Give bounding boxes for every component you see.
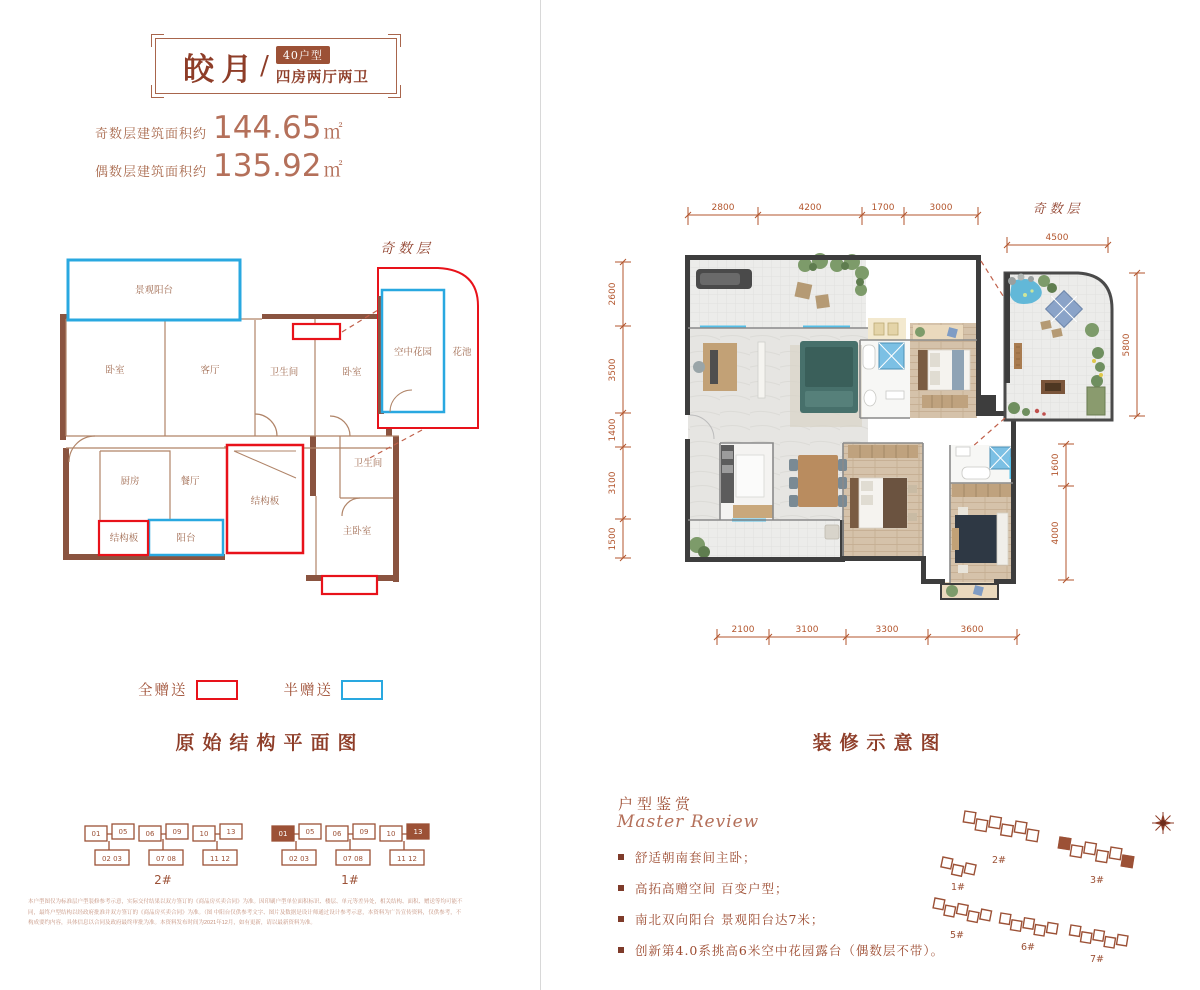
site-building-label: 3# (1089, 875, 1105, 886)
legend-half-gift (284, 679, 384, 700)
original-structure-floorplan (30, 248, 490, 638)
room-label-flower-pool: 花池 (452, 347, 472, 358)
room-label-dining: 餐厅 (180, 476, 200, 487)
legend-blue-swatch (341, 680, 383, 700)
dim-left: 3100 (608, 471, 618, 495)
room-label-master: 主卧室 (342, 526, 372, 537)
unit-number: 06 (332, 830, 342, 838)
area-row-odd (95, 110, 515, 150)
area-value: 144.65 (213, 110, 322, 146)
dim-left: 3500 (608, 358, 618, 382)
room-label-balcony: 阳台 (176, 533, 196, 544)
site-plan (925, 795, 1195, 980)
dim-left: 2600 (608, 282, 618, 306)
dim-top: 1700 (871, 203, 895, 213)
unit-number: 02 03 (101, 855, 123, 863)
area-unit: ㎡ (323, 159, 343, 181)
unit-number: 10 (386, 830, 396, 838)
room-label-slab-small: 结构板 (109, 533, 139, 544)
legend-full-gift (138, 679, 238, 700)
review-title: 户型鉴赏 (618, 795, 695, 813)
odd-floor-label-right: 奇数层 (1032, 202, 1084, 217)
unit-number: 13 (226, 828, 236, 836)
room-label-view-balcony: 景观阳台 (134, 285, 174, 296)
unit-number: 01 (91, 830, 101, 838)
dim-bottom: 3100 (795, 625, 819, 635)
room-label-bedroom1: 卧室 (105, 365, 125, 376)
unit-number: 05 (305, 828, 315, 836)
bullet-text: 创新第4.0系挑高6米空中花园露台（偶数层不带）。 (635, 943, 945, 958)
unit-number: 09 (172, 828, 182, 836)
bullet-square-icon (618, 916, 624, 922)
room-label-slab-big: 结构板 (250, 496, 280, 507)
site-building-label: 1# (950, 882, 966, 893)
center-divider (540, 0, 541, 990)
frame-corner-icon (151, 85, 164, 98)
area-row-even (95, 148, 515, 188)
area-value: 135.92 (213, 148, 322, 184)
disclaimer-text (28, 897, 466, 929)
bullet-square-icon (618, 854, 624, 860)
unit-number: 09 (359, 828, 369, 836)
room-config-label: 四房两厅两卫 (275, 68, 369, 86)
unit-number: 06 (145, 830, 155, 838)
site-building-label: 6# (1020, 942, 1036, 953)
building-label: 2# (154, 873, 172, 887)
dim-bottom: 2100 (731, 625, 755, 635)
dim-inset-height: 5800 (1122, 333, 1132, 357)
unit-number: 05 (118, 828, 128, 836)
building-unit-diagrams (62, 818, 482, 890)
unit-number-highlighted: 01 (278, 830, 288, 838)
dim-top: 2800 (711, 203, 735, 213)
bullet-square-icon (618, 947, 624, 953)
room-label-living: 客厅 (200, 365, 220, 376)
legend-red-swatch (196, 680, 238, 700)
plan-name: 皎月 (183, 51, 260, 88)
odd-floor-label-left: 奇数层 (380, 241, 434, 257)
unit-number: 07 08 (342, 855, 364, 863)
area-label: 奇数层建筑面积约 (95, 127, 208, 142)
bullet-text: 高拓高赠空间 百变户型； (635, 881, 789, 896)
room-label-bath1: 卫生间 (269, 367, 299, 378)
dim-bottom: 3600 (960, 625, 984, 635)
plan-title-frame (155, 38, 397, 94)
site-building-label: 2# (991, 855, 1007, 866)
disclaimer-line2: 中阳台仅供参考文字、图片及数据是设计师通过设计参考示意，本资料为广告宣传资料，仅供参考，不构成要约内容，具体信息以合同及政府最终审批为准。本资料发布时间为2021年12月，如有更新，请以最新资料为准。 (28, 909, 462, 927)
unit-type-badge: 40户型 (276, 46, 330, 64)
compass-icon (1152, 812, 1174, 834)
frame-corner-icon (388, 85, 401, 98)
room-label-sky-garden: 空中花园 (393, 347, 433, 358)
unit-number-highlighted: 13 (413, 828, 423, 836)
left-caption: 原始结构平面图 (175, 732, 365, 754)
legend (138, 679, 438, 700)
unit-number: 11 12 (209, 855, 231, 863)
frame-corner-icon (388, 34, 401, 47)
bullet-square-icon (618, 885, 624, 891)
dim-left: 1400 (608, 418, 618, 442)
building-label: 1# (341, 873, 359, 887)
dim-top: 3000 (929, 203, 953, 213)
dim-left: 1500 (608, 527, 618, 551)
legend-half-label: 半赠送 (283, 683, 333, 699)
site-building-label: 5# (949, 930, 965, 941)
site-building-label: 7# (1089, 954, 1105, 965)
bullet-text: 南北双向阳台 景观阳台达7米； (635, 912, 825, 927)
decorated-floorplan (600, 195, 1180, 665)
unit-number: 10 (199, 830, 209, 838)
right-caption: 装修示意图 (812, 732, 948, 754)
unit-number: 07 08 (155, 855, 177, 863)
dim-inset-width: 4500 (1045, 233, 1069, 243)
unit-number: 11 12 (396, 855, 418, 863)
bullet-text: 舒适朝南套间主卧； (635, 850, 757, 865)
title-separator: / (260, 51, 269, 81)
room-label-kitchen: 厨房 (120, 476, 140, 487)
area-unit: ㎡ (323, 121, 343, 143)
legend-full-label: 全赠送 (138, 683, 188, 699)
unit-number: 02 03 (288, 855, 310, 863)
room-label-bedroom2: 卧室 (342, 367, 362, 378)
dim-top: 4200 (798, 203, 822, 213)
frame-corner-icon (151, 34, 164, 47)
dim-right: 4000 (1051, 521, 1061, 545)
dim-bottom: 3300 (875, 625, 899, 635)
review-subtitle: Master Review (617, 812, 760, 832)
area-label: 偶数层建筑面积约 (95, 165, 208, 180)
disclaimer-line1: 本户型图仅为标准层户型装修参考示意，实际交付结果以双方签订的《商品房买卖合同》为准。因印刷户型单位面积标识、楼层、单元等差异处，相关结构、面积、赠送等均可能不同，最终户型结构以经政府批准并双方签订的《商品房买卖合同》为准。（图 (28, 899, 463, 916)
room-label-bath2: 卫生间 (353, 458, 383, 469)
dim-right: 1600 (1051, 453, 1061, 477)
